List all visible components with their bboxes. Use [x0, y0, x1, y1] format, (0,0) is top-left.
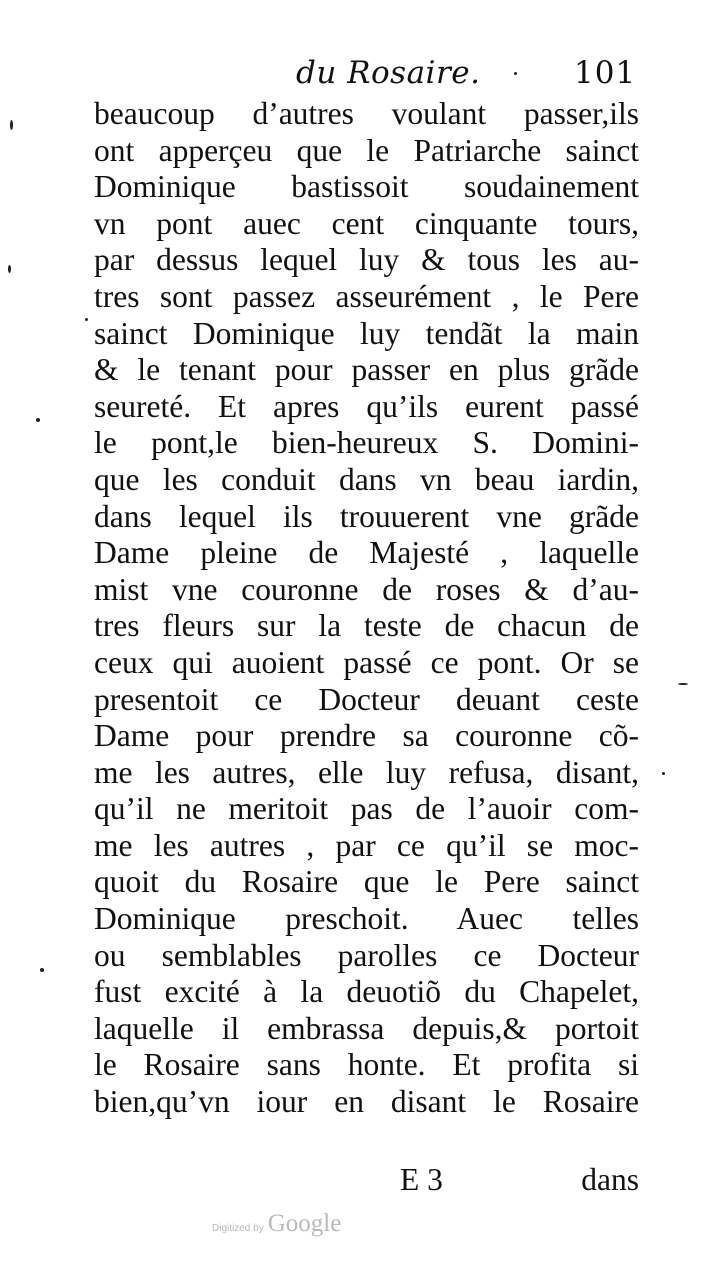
- text-line-6: tres sont passez asseurément , le Pere: [94, 278, 639, 314]
- text-line-21: me les autres , par ce qu’il se moc-: [94, 827, 639, 863]
- body-text: [94, 96, 639, 1121]
- watermark-prefix: Digitized by: [212, 1223, 264, 1234]
- text-line-3: Dominique bastissoit soudainement: [94, 169, 639, 205]
- text-line-5: par dessus lequel luy & tous les au-: [94, 242, 639, 278]
- text-line-15: tres fleurs sur la teste de chacun de: [94, 608, 639, 644]
- text-line-9: seureté. Et apres qu’ils eurent passé: [94, 388, 639, 424]
- text-line-7: sainct Dominique luy tendãt la main: [94, 315, 639, 351]
- text-line-22: quoit du Rosaire que le Pere sainct: [94, 864, 639, 900]
- text-line-10: le pont,le bien-heureux S. Domini-: [94, 425, 639, 461]
- text-line-24: ou semblables parolles ce Docteur: [94, 937, 639, 973]
- running-head: du Rosaire.: [296, 55, 481, 91]
- text-line-26: laquelle il embrassa depuis,& portoit: [94, 1010, 639, 1046]
- text-line-18: Dame pour prendre sa couronne cõ-: [94, 718, 639, 754]
- text-line-4: vn pont auec cent cinquante tours,: [94, 205, 639, 241]
- scan-speck: [514, 72, 517, 75]
- digitization-watermark: [212, 1210, 341, 1238]
- signature-mark: E 3: [400, 1162, 443, 1197]
- text-line-12: dans lequel ils trouuerent vne grãde: [94, 498, 639, 534]
- page-footer: [94, 1162, 639, 1202]
- text-line-27: le Rosaire sans honte. Et profita si: [94, 1047, 639, 1083]
- scan-speck: [8, 265, 11, 273]
- scan-speck: [662, 772, 665, 775]
- text-line-17: presentoit ce Docteur deuant ceste: [94, 681, 639, 717]
- catchword: dans: [581, 1162, 639, 1197]
- text-line-2: ont apperçeu que le Patriarche sainct: [94, 132, 639, 168]
- text-line-13: Dame pleine de Majesté , laquelle: [94, 535, 639, 571]
- text-line-16: ceux qui auoient passé ce pont. Or se: [94, 644, 639, 680]
- page-number: 101: [574, 55, 637, 91]
- scan-speck: [85, 318, 88, 321]
- text-line-14: mist vne couronne de roses & d’au-: [94, 571, 639, 607]
- text-line-19: me les autres, elle luy refusa, disant,: [94, 754, 639, 790]
- scan-speck: [678, 683, 688, 685]
- text-line-11: que les conduit dans vn beau iardin,: [94, 461, 639, 497]
- scan-speck: [10, 120, 13, 130]
- text-line-8: & le tenant pour passer en plus grãde: [94, 352, 639, 388]
- scan-speck: [40, 968, 44, 972]
- watermark-brand: Google: [267, 1210, 342, 1237]
- text-line-25: fust excité à la deuotiõ du Chapelet,: [94, 974, 639, 1010]
- text-line-23: Dominique preschoit. Auec telles: [94, 901, 639, 937]
- text-line-20: qu’il ne meritoit pas de l’auoir com-: [94, 791, 639, 827]
- scan-speck: [36, 418, 40, 422]
- text-line-28: bien,qu’vn iour en disant le Rosaire: [94, 1084, 639, 1120]
- text-line-1: beaucoup d’autres voulant passer,ils: [94, 96, 639, 131]
